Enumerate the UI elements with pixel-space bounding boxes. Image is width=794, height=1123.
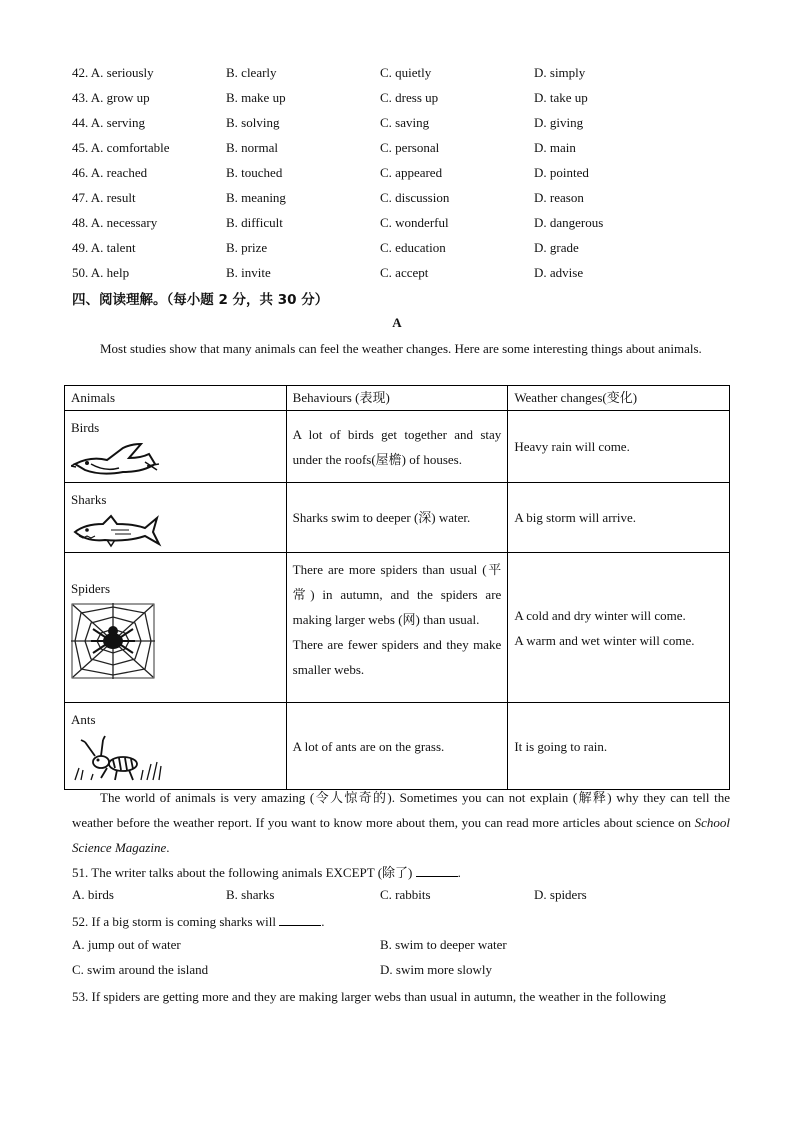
option-text: D. dangerous [534,215,604,230]
animal-name: Birds [71,420,100,435]
question-number: 45. [72,140,89,155]
passage-intro-text: Most studies show that many animals can feel the weather changes. Here are some interesting things about animals. [100,341,702,356]
option-c[interactable] [380,189,449,207]
option-d[interactable] [534,164,589,182]
option-c[interactable]: C. swim around the island [72,962,209,977]
question-number: 47. [72,190,89,205]
option-d[interactable] [534,239,579,257]
option-b[interactable] [226,89,286,107]
option-text: C. dress up [380,90,439,105]
question-number: 49. [72,240,89,255]
option-d[interactable] [534,64,585,82]
option-text: B. meaning [226,190,286,205]
option-d[interactable]: D. swim more slowly [380,962,492,977]
option-c[interactable] [380,89,438,107]
option-a[interactable] [72,214,157,232]
option-a[interactable] [72,239,136,257]
option-a[interactable] [72,64,154,82]
option-c[interactable] [380,239,446,257]
option-row [72,264,732,289]
option-a[interactable] [72,89,150,107]
option-text: B. touched [226,165,283,180]
option-a[interactable] [72,139,170,157]
option-b[interactable] [226,189,286,207]
option-text: C. saving [380,115,430,130]
option-c[interactable] [380,264,428,282]
option-text: A. talent [90,240,136,255]
question-stem: 51. The writer talks about the following animals EXCEPT (除了) [72,865,413,880]
options-52-row2 [72,962,732,982]
option-a[interactable] [72,164,147,182]
option-d[interactable] [534,139,576,157]
option-d[interactable] [534,264,583,282]
behaviour-line-2: There are fewer spiders and they make smaller webs. [292,637,502,677]
question-number: 50. [72,265,89,280]
option-text: C. quietly [380,65,432,80]
option-text: D. pointed [534,165,589,180]
options-51 [72,887,732,907]
option-row [72,89,732,114]
option-text: C. accept [380,265,429,280]
option-text: A. result [90,190,136,205]
option-d[interactable] [534,214,603,232]
animals-table [64,385,730,790]
section-title: 四、阅读理解。（每小题 2 分，共 30 分） [72,292,329,308]
option-a[interactable] [72,189,136,207]
option-b[interactable]: B. sharks [226,887,275,902]
option-c[interactable] [380,214,449,232]
question-number: 42. [72,65,89,80]
question-end: . [321,914,325,929]
magazine-title: School Science Magazine [72,815,730,855]
option-b[interactable] [226,264,271,282]
option-text: B. make up [226,90,286,105]
bird-icon [71,442,161,478]
option-text: B. difficult [226,215,283,230]
option-text: D. grade [534,240,579,255]
animal-cell [65,483,287,553]
question-end: . [457,865,461,880]
option-row [72,189,732,214]
weather-cell: Heavy rain will come. [508,411,730,483]
behaviour-cell: A lot of birds get together and stay under the roofs(屋檐) of houses. [286,411,508,483]
animal-name: Ants [71,712,96,727]
option-text: D. advise [534,265,584,280]
answer-blank[interactable] [416,864,458,877]
option-text: B. solving [226,115,280,130]
option-text: A. comfortable [90,140,170,155]
option-text: C. discussion [380,190,450,205]
table-header-row [65,386,730,411]
option-text: D. main [534,140,576,155]
question-number: 46. [72,165,89,180]
table-row-spiders [65,553,730,703]
animal-cell [65,553,287,703]
behaviour-cell [286,553,508,703]
header-behaviours: Behaviours (表现) [286,386,508,411]
option-row [72,164,732,189]
option-text: D. simply [534,65,586,80]
question-52 [72,912,732,932]
header-animals: Animals [65,386,287,411]
option-text: D. reason [534,190,584,205]
option-row [72,239,732,264]
option-text: C. personal [380,140,440,155]
option-text: D. giving [534,115,584,130]
option-d[interactable] [534,89,588,107]
animal-name: Sharks [71,492,107,507]
question-number: 48. [72,215,89,230]
option-b[interactable] [226,139,278,157]
table-row-sharks [65,483,730,553]
question-number: 44. [72,115,89,130]
closing-end: . [166,840,170,855]
option-c[interactable] [380,139,439,157]
option-text: B. normal [226,140,278,155]
option-b[interactable] [226,114,279,132]
option-b[interactable]: B. swim to deeper water [380,937,507,952]
options-52-row1 [72,937,732,957]
option-c[interactable] [380,64,431,82]
option-b[interactable] [226,239,267,257]
passage-intro [72,336,730,361]
behaviour-cell: A lot of ants are on the grass. [286,703,508,790]
option-d[interactable] [534,189,584,207]
option-a[interactable] [72,114,145,132]
ant-icon [71,734,167,784]
passage-letter: A [392,315,402,330]
option-d[interactable] [534,114,583,132]
option-text: C. wonderful [380,215,449,230]
answer-blank[interactable] [279,913,321,926]
option-text: A. necessary [90,215,158,230]
option-text: C. education [380,240,446,255]
question-53: 53. If spiders are getting more and they are making larger webs than usual in autumn, the weather in the following [72,989,666,1004]
behaviour-line-1: There are more spiders than usual (平常) in autumn, and the spiders are making larger webs (网) than usual. [292,562,502,627]
option-text: B. invite [226,265,271,280]
option-text: D. take up [534,90,588,105]
cloze-options [72,64,732,289]
option-row [72,139,732,164]
question-number: 43. [72,90,89,105]
shark-icon [71,514,163,548]
option-b[interactable] [226,164,282,182]
option-text: A. reached [90,165,148,180]
passage-closing [72,785,730,860]
option-c[interactable] [380,114,429,132]
option-text: A. help [90,265,130,280]
animal-cell [65,411,287,483]
option-row [72,114,732,139]
question-stem: 52. If a big storm is coming sharks will [72,914,277,929]
option-c[interactable] [380,164,442,182]
option-text: C. appeared [380,165,443,180]
table-row-birds [65,411,730,483]
option-d[interactable]: D. spiders [534,887,587,902]
table-row-ants [65,703,730,790]
option-row [72,214,732,239]
option-a[interactable] [72,264,129,282]
weather-cell [508,553,730,703]
option-text: A. serving [90,115,145,130]
behaviour-cell: Sharks swim to deeper (深) water. [286,483,508,553]
option-text: A. grow up [90,90,150,105]
option-text: B. prize [226,240,268,255]
weather-line-2: A warm and wet winter will come. [514,632,695,648]
option-a[interactable]: A. jump out of water [72,937,181,952]
option-text: A. seriously [90,65,154,80]
option-c[interactable]: C. rabbits [380,887,431,902]
option-row [72,64,732,89]
question-51 [72,863,732,883]
option-a[interactable]: A. birds [72,887,114,902]
animal-name: Spiders [71,581,110,596]
option-b[interactable] [226,64,277,82]
closing-text: The world of animals is very amazing (令人惊奇的). Sometimes you can not explain (解释) why they can tell the weather before the weather report. If you want to know more about them, you can read more articles about science on [72,790,730,830]
animal-cell [65,703,287,790]
option-b[interactable] [226,214,283,232]
weather-cell: A big storm will arrive. [508,483,730,553]
option-text: B. clearly [226,65,277,80]
weather-cell: It is going to rain. [508,703,730,790]
spider-icon [71,603,155,679]
header-weather: Weather changes(变化) [508,386,730,411]
weather-line-1: A cold and dry winter will come. [514,607,686,623]
